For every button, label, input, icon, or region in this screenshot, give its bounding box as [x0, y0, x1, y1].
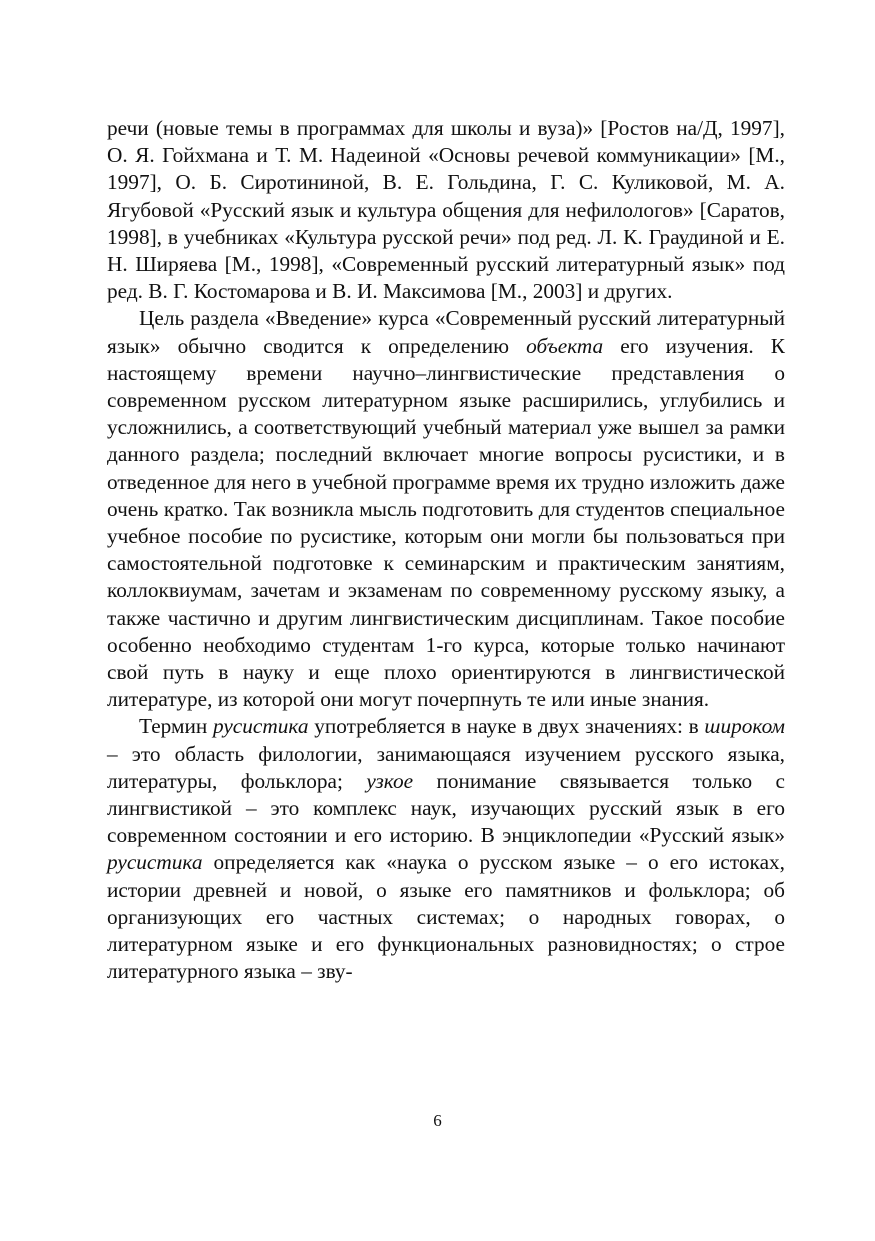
page-number: 6	[433, 1111, 442, 1130]
italic-term-rusistika-2: русистика	[107, 850, 203, 875]
text-segment: его изучения. К настоящему времени научно–лингвистические представления о современном русском литературном языке расширились, углубились и усложнились, а соответствующий учебный материал уже вышел за рамки данного раздела; последний включает многие вопросы русистики, и в отведенное для него в учебной программе время их трудно изложить даже очень кратко. Так возникла мысль подготовить для студентов специальное учебное пособие по русистике, которым они могли бы пользоваться при самостоятельной подготовке к семинарским и практическим занятиям, коллоквиумам, зачетам и экзаменам по современному русскому языку, а также частично и другим лингвистическим дисциплинам. Такое пособие особенно необходимо студентам 1-го курса, которые только начинают свой путь в науку и еще плохо ориентируются в лингвистической литературе, из которой они могут почерпнуть те или иные знания.	[107, 333, 785, 712]
text-segment: Цель раздела «Введение» курса «Современный русский литературный язык» обычно сводится к определению	[107, 306, 785, 358]
text-segment: определяется как «наука о русском языке – о его истоках, истории древней и новой, о языке его памятников и фольклора; об организующих его частных системах; о народных говорах, о литературном языке и его функциональных разновидностях; о строе литературного языка – зву-	[107, 850, 785, 984]
italic-term-object: объекта	[526, 333, 604, 358]
text-segment: Термин	[139, 714, 213, 739]
italic-term-rusistika: русистика	[212, 714, 309, 739]
text-segment: понимание связывается только с лингвистикой – это комплекс наук, изучающих русский язык в его современном состоянии и его историю. В энциклопедии «Русский язык»	[107, 768, 785, 848]
italic-term-narrow: узкое	[366, 768, 414, 793]
paragraph-continuation	[107, 115, 785, 305]
page-body	[107, 115, 785, 986]
italic-term-wide: широком	[704, 714, 785, 739]
text-segment: – это область филологии, занимающаяся изучением русского языка, литературы, фольклора;	[107, 741, 785, 793]
paragraph-term	[107, 713, 785, 985]
paragraph-goal	[107, 305, 785, 713]
text-segment: употребляется в науке в двух значениях: в	[308, 714, 705, 739]
text-segment: речи (новые темы в программах для школы и вуза)» [Ростов на/Д, 1997], О. Я. Гойхмана и Т. М. Надеиной «Основы речевой коммуникации» [М., 1997], О. Б. Сиротининой, В. Е. Гольдина, Г. С. Куликовой, М. А. Ягубовой «Русский язык и культура общения для нефилологов» [Саратов, 1998], в учебниках «Культура русской речи» под ред. Л. К. Граудиной и Е. Н. Ширяева [М., 1998], «Современный русский литературный язык» под ред. В. Г. Костомарова и В. И. Максимова [М., 2003] и других.	[107, 116, 785, 304]
